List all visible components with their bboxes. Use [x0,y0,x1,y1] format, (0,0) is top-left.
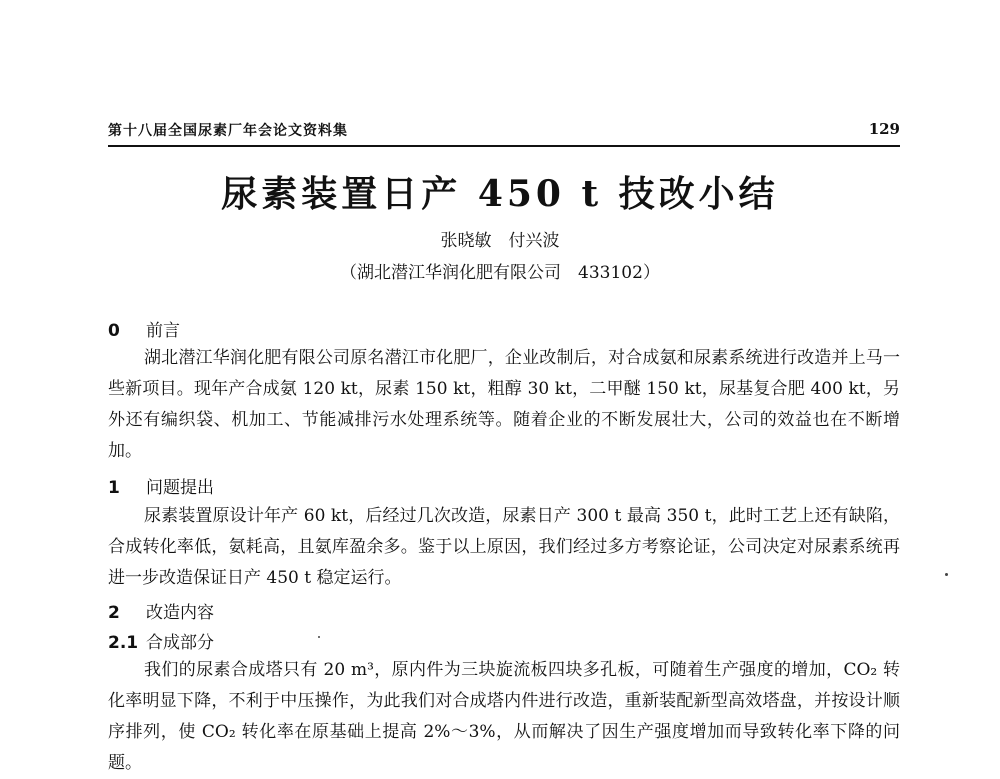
section-number: 1 [108,478,120,498]
section-number: 2.1 [108,633,139,653]
section-number: 2 [108,603,120,623]
running-head [108,120,900,144]
section-title: 前言 [146,321,180,341]
section-heading-2 [108,598,214,623]
page-number: 129 [868,120,900,138]
running-head-title: 第十八届全国尿素厂年会论文资料集 [108,123,348,139]
section-paragraph-2-1: 我们的尿素合成塔只有 20 m³，原内件为三块旋流板四块多孔板，可随着生产强度的增加，CO₂ 转化率明显下降，不利于中压操作，为此我们对合成塔内件进行改造，重新装配新型高效塔盘，并按设计顺序排列，使 CO₂ 转化率在原基础上提高 2%～3%，从而解决了因生产强度增加而导致转化率下降的问题。 [108,660,900,773]
section-heading-1 [108,473,214,498]
section-paragraph-1: 尿素装置原设计年产 60 kt，后经过几次改造，尿素日产 300 t 最高 350 t，此时工艺上还有缺陷，合成转化率低，氨耗高，且氨库盈余多。鉴于以上原因，我们经过多方考察论证，公司决定对尿素系统再进一步改造保证日产 450 t 稳定运行。 [108,506,900,588]
scan-speck [945,573,948,576]
section-title: 改造内容 [146,603,214,623]
section-heading-2-1 [108,628,214,653]
article-title: 尿素装置日产 450 t 技改小结 [221,173,779,215]
section-title: 合成部分 [146,633,214,653]
scan-speck [318,636,320,638]
header-rule [108,145,900,147]
section-number: 0 [108,321,120,341]
article-authors: 张晓敏 付兴波 [440,231,560,251]
section-title: 问题提出 [146,478,214,498]
article-affiliation: （湖北潜江华润化肥有限公司 433102） [340,263,660,283]
section-heading-0 [108,316,180,341]
section-paragraph-0: 湖北潜江华润化肥有限公司原名潜江市化肥厂，企业改制后，对合成氨和尿素系统进行改造并上马一些新项目。现年产合成氨 120 kt，尿素 150 kt，粗醇 30 kt，二甲醚 150 kt，尿基复合肥 400 kt，另外还有编织袋、机加工、节能减排污水处理系统等。随着企业的不断发展壮大，公司的效益也在不断增加。 [108,348,900,461]
